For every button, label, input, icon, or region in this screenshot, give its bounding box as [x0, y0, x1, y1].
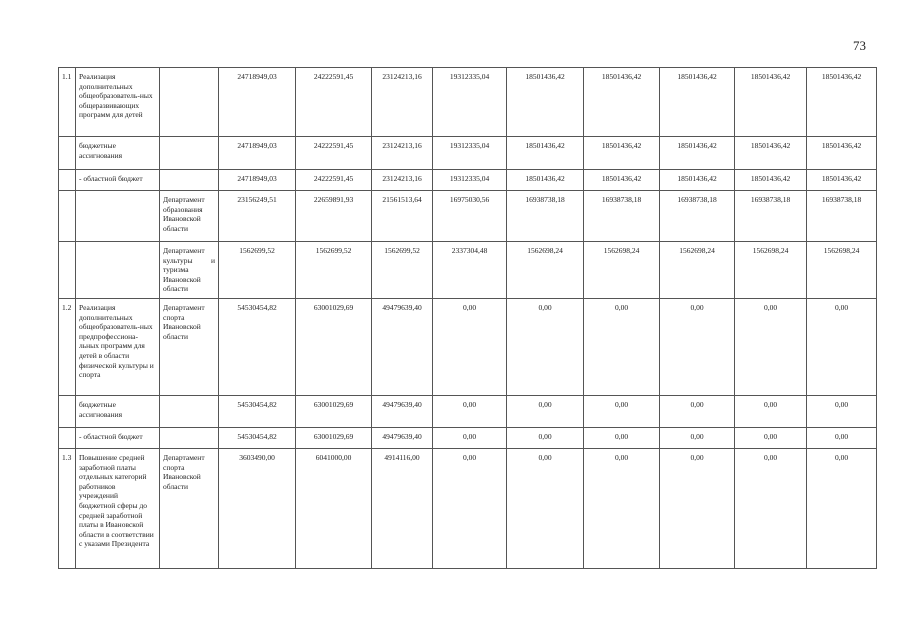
- amount-cell: 16975030,56: [433, 191, 507, 242]
- amount-cell: 19312335,04: [433, 137, 507, 170]
- amount-cell: 49479639,40: [372, 299, 433, 396]
- amount-cell: 18501436,42: [507, 137, 584, 170]
- amount-cell: 63001029,69: [296, 299, 372, 396]
- amount-cell: 23124213,16: [372, 170, 433, 191]
- amount-cell: 63001029,69: [296, 428, 372, 449]
- amount-cell: 4914116,00: [372, 449, 433, 569]
- page-number: 73: [853, 38, 866, 53]
- amount-cell: 49479639,40: [372, 428, 433, 449]
- amount-cell: 0,00: [507, 428, 584, 449]
- row-number-cell: 1.2: [59, 299, 76, 396]
- amount-cell: 1562698,24: [584, 242, 660, 299]
- row-number-cell: [59, 242, 76, 299]
- table-row: [59, 449, 877, 569]
- amount-cell: 18501436,42: [660, 137, 735, 170]
- amount-cell: 16938738,18: [584, 191, 660, 242]
- department-cell: Департамент спорта Ивановской области: [160, 449, 219, 569]
- row-number-cell: 1.1: [59, 68, 76, 137]
- department-cell: Департамент культуры и туризма Ивановской области: [160, 242, 219, 299]
- table-row: [59, 242, 877, 299]
- department-cell: Департамент образования Ивановской области: [160, 191, 219, 242]
- amount-cell: 0,00: [660, 428, 735, 449]
- department-cell: [160, 396, 219, 428]
- amount-cell: 0,00: [807, 396, 877, 428]
- amount-cell: 23156249,51: [219, 191, 296, 242]
- amount-cell: 0,00: [735, 449, 807, 569]
- amount-cell: 1562699,52: [219, 242, 296, 299]
- amount-cell: 24222591,45: [296, 68, 372, 137]
- amount-cell: 0,00: [584, 428, 660, 449]
- amount-cell: 24222591,45: [296, 170, 372, 191]
- item-name-cell: Реализация дополнительных общеобразователь-ных предпрофессиона-льных программ для детей в области физической культуры и спорта: [76, 299, 160, 396]
- amount-cell: 0,00: [507, 396, 584, 428]
- item-name-cell: Реализация дополнительных общеобразователь-ных общеразвивающих программ для детей: [76, 68, 160, 137]
- department-cell: [160, 428, 219, 449]
- amount-cell: 6041000,00: [296, 449, 372, 569]
- table-row: [59, 299, 877, 396]
- amount-cell: 0,00: [507, 299, 584, 396]
- item-name-cell: - областной бюджет: [76, 428, 160, 449]
- amount-cell: 16938738,18: [735, 191, 807, 242]
- amount-cell: 16938738,18: [807, 191, 877, 242]
- amount-cell: 23124213,16: [372, 137, 433, 170]
- amount-cell: 49479639,40: [372, 396, 433, 428]
- item-name-cell: бюджетные ассигнования: [76, 137, 160, 170]
- amount-cell: 63001029,69: [296, 396, 372, 428]
- row-number-cell: [59, 428, 76, 449]
- amount-cell: 0,00: [507, 449, 584, 569]
- amount-cell: 24718949,03: [219, 137, 296, 170]
- amount-cell: 21561513,64: [372, 191, 433, 242]
- amount-cell: 0,00: [433, 428, 507, 449]
- amount-cell: 18501436,42: [584, 170, 660, 191]
- amount-cell: 0,00: [660, 299, 735, 396]
- amount-cell: 1562698,24: [660, 242, 735, 299]
- item-name-cell: [76, 242, 160, 299]
- amount-cell: 18501436,42: [507, 68, 584, 137]
- amount-cell: 0,00: [660, 449, 735, 569]
- amount-cell: 24718949,03: [219, 170, 296, 191]
- item-name-cell: - областной бюджет: [76, 170, 160, 191]
- amount-cell: 0,00: [433, 396, 507, 428]
- amount-cell: 0,00: [660, 396, 735, 428]
- amount-cell: 3603490,00: [219, 449, 296, 569]
- amount-cell: 54530454,82: [219, 396, 296, 428]
- amount-cell: 23124213,16: [372, 68, 433, 137]
- amount-cell: 1562699,52: [296, 242, 372, 299]
- amount-cell: 18501436,42: [584, 137, 660, 170]
- table-row: [59, 428, 877, 449]
- table-row: [59, 170, 877, 191]
- amount-cell: 0,00: [807, 449, 877, 569]
- amount-cell: 18501436,42: [735, 137, 807, 170]
- amount-cell: 0,00: [735, 396, 807, 428]
- amount-cell: 2337304,48: [433, 242, 507, 299]
- department-cell: Департамент спорта Ивановской области: [160, 299, 219, 396]
- row-number-cell: 1.3: [59, 449, 76, 569]
- item-name-cell: бюджетные ассигнования: [76, 396, 160, 428]
- amount-cell: 1562698,24: [735, 242, 807, 299]
- table-row: [59, 191, 877, 242]
- department-cell: [160, 68, 219, 137]
- amount-cell: 0,00: [735, 299, 807, 396]
- amount-cell: 22659891,93: [296, 191, 372, 242]
- amount-cell: 18501436,42: [807, 68, 877, 137]
- amount-cell: 54530454,82: [219, 299, 296, 396]
- item-name-cell: Повышение средней заработной платы отдельных категорий работников учреждений бюджетной сферы до средней заработной платы в Ивановской области в соответствии с указами Президента: [76, 449, 160, 569]
- item-name-cell: [76, 191, 160, 242]
- amount-cell: 18501436,42: [735, 68, 807, 137]
- amount-cell: 0,00: [584, 396, 660, 428]
- amount-cell: 0,00: [807, 428, 877, 449]
- amount-cell: 16938738,18: [507, 191, 584, 242]
- amount-cell: 24718949,03: [219, 68, 296, 137]
- amount-cell: 18501436,42: [584, 68, 660, 137]
- row-number-cell: [59, 396, 76, 428]
- amount-cell: 54530454,82: [219, 428, 296, 449]
- amount-cell: 19312335,04: [433, 68, 507, 137]
- amount-cell: 0,00: [735, 428, 807, 449]
- row-number-cell: [59, 137, 76, 170]
- amount-cell: 0,00: [807, 299, 877, 396]
- table-row: [59, 68, 877, 137]
- amount-cell: 1562698,24: [807, 242, 877, 299]
- table-row: [59, 396, 877, 428]
- amount-cell: 0,00: [584, 299, 660, 396]
- department-cell: [160, 137, 219, 170]
- amount-cell: 0,00: [433, 449, 507, 569]
- amount-cell: 24222591,45: [296, 137, 372, 170]
- amount-cell: 16938738,18: [660, 191, 735, 242]
- amount-cell: 0,00: [584, 449, 660, 569]
- budget-table: [58, 67, 877, 569]
- row-number-cell: [59, 191, 76, 242]
- amount-cell: 18501436,42: [807, 137, 877, 170]
- amount-cell: 0,00: [433, 299, 507, 396]
- table-row: [59, 137, 877, 170]
- department-cell: [160, 170, 219, 191]
- amount-cell: 1562698,24: [507, 242, 584, 299]
- amount-cell: 18501436,42: [660, 68, 735, 137]
- amount-cell: 18501436,42: [735, 170, 807, 191]
- amount-cell: 1562699,52: [372, 242, 433, 299]
- amount-cell: 18501436,42: [507, 170, 584, 191]
- amount-cell: 18501436,42: [807, 170, 877, 191]
- amount-cell: 18501436,42: [660, 170, 735, 191]
- amount-cell: 19312335,04: [433, 170, 507, 191]
- row-number-cell: [59, 170, 76, 191]
